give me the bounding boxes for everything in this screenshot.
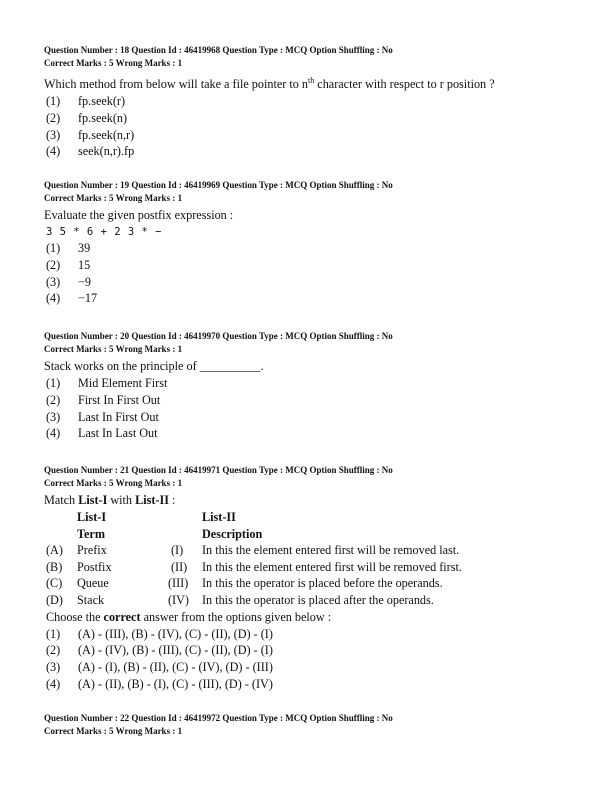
option: (2) fp.seek(n) — [46, 110, 128, 125]
choose-instruction: Choose the correct answer from the options given below : — [46, 609, 332, 624]
option: (2) 15 — [46, 257, 91, 272]
option: (1) (A) - (III), (B) - (IV), (C) - (II), (D) - (I) — [46, 626, 273, 641]
question-header: Question Number : 21 Question Id : 46419971 Question Type : MCQ Option Shuffling : No — [44, 465, 393, 475]
option: (4) −17 — [46, 291, 98, 306]
option: (2) (A) - (IV), (B) - (III), (C) - (II), (D) - (I) — [46, 643, 273, 658]
option: (1) Mid Element First — [46, 376, 168, 390]
question-header: Question Number : 20 Question Id : 46419970 Question Type : MCQ Option Shuffling : No — [44, 331, 393, 341]
match-row: (A) Prefix (I) In this the element entered first will be removed last. — [46, 543, 460, 558]
match-row: (C) Queue (III) In this the operator is placed before the operands. — [46, 576, 443, 591]
match-list-subtitles — [44, 526, 584, 543]
option: (3) −9 — [46, 274, 91, 289]
question-header: Question Number : 22 Question Id : 46419972 Question Type : MCQ Option Shuffling : No — [44, 713, 393, 723]
question-22 — [44, 712, 584, 738]
question-marks: Correct Marks : 5 Wrong Marks : 1 — [44, 478, 183, 488]
description-heading: Description — [202, 526, 263, 541]
option: (4) Last In Last Out — [46, 426, 158, 441]
option: (3) (A) - (I), (B) - (II), (C) - (IV), (D) - (III) — [46, 660, 273, 675]
term-heading: Term — [77, 526, 105, 541]
question-marks: Correct Marks : 5 Wrong Marks : 1 — [44, 344, 183, 354]
question-20 — [44, 330, 584, 442]
question-header: Question Number : 19 Question Id : 46419969 Question Type : MCQ Option Shuffling : No — [44, 180, 393, 190]
option: (1) fp.seek(r) — [46, 94, 126, 109]
option: (4) (A) - (II), (B) - (I), (C) - (III), (D) - (IV) — [46, 676, 273, 691]
option: (3) Last In First Out — [46, 409, 159, 424]
list-1-title: List-I — [77, 510, 107, 524]
question-21 — [44, 464, 584, 693]
question-marks: Correct Marks : 5 Wrong Marks : 1 — [44, 193, 183, 203]
question-19 — [44, 179, 584, 307]
option: (2) First In First Out — [46, 392, 161, 407]
list-2-title: List-II — [202, 510, 236, 524]
match-row: (D) Stack (IV) In this the operator is placed after the operands. — [46, 592, 434, 607]
match-list-titles — [44, 509, 584, 526]
postfix-expression: 3 5 * 6 + 2 3 * − — [46, 226, 162, 238]
question-stem: Match List-I with List-II : — [44, 493, 176, 507]
question-stem: Stack works on the principle of __________. — [44, 359, 264, 373]
match-row: (B) Postfix (II) In this the element entered first will be removed first. — [46, 559, 462, 574]
question-marks: Correct Marks : 5 Wrong Marks : 1 — [44, 726, 183, 736]
question-marks: Correct Marks : 5 Wrong Marks : 1 — [44, 58, 183, 68]
question-18 — [44, 44, 584, 160]
option: (4) seek(n,r).fp — [46, 144, 135, 159]
question-stem: Which method from below will take a file pointer to $n^{th}$ character with respect to r position ? — [44, 76, 495, 92]
question-stem: Evaluate the given postfix expression : — [44, 208, 234, 222]
option: (1) 39 — [46, 241, 91, 255]
option: (3) fp.seek(n,r) — [46, 127, 135, 142]
question-header: Question Number : 18 Question Id : 46419968 Question Type : MCQ Option Shuffling : No — [44, 45, 393, 55]
